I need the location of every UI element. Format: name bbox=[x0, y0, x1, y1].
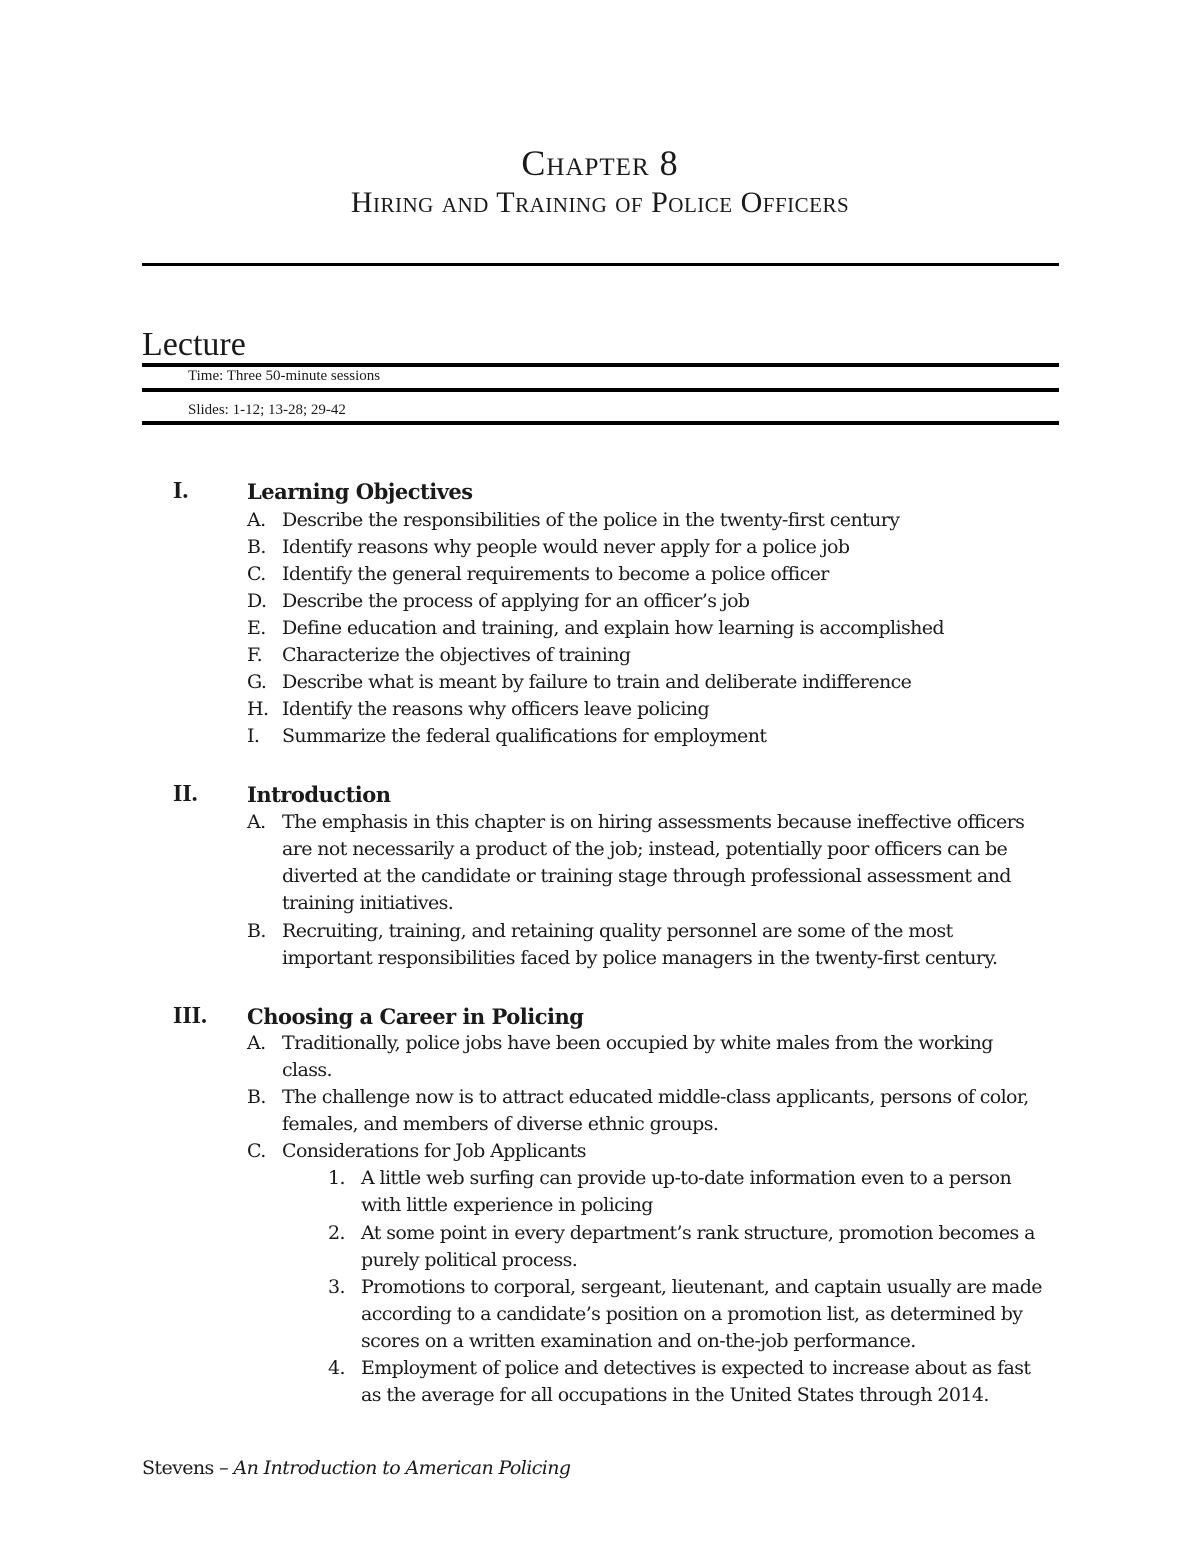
list-item-letter: A. bbox=[247, 811, 266, 833]
list-item-letter: I. bbox=[247, 725, 260, 747]
list-item-letter: B. bbox=[247, 920, 266, 942]
sublist-number: 3. bbox=[328, 1276, 345, 1298]
lecture-time: Time: Three 50-minute sessions bbox=[188, 368, 381, 384]
list-item: Describe the responsibilities of the police in the twenty-first century bbox=[282, 509, 900, 531]
list-item: Characterize the objectives of training bbox=[282, 644, 631, 666]
list-item-letter: G. bbox=[247, 671, 267, 693]
sublist-item-line: scores on a written examination and on-the-job performance. bbox=[361, 1330, 916, 1352]
list-item: Describe the process of applying for an officer’s job bbox=[282, 590, 750, 612]
list-item: Identify reasons why people would never apply for a police job bbox=[282, 536, 850, 558]
sublist-number: 1. bbox=[328, 1167, 345, 1189]
section-number: I. bbox=[173, 478, 189, 504]
list-item-line: The challenge now is to attract educated middle-class applicants, persons of color, bbox=[282, 1086, 1029, 1108]
list-item-letter: D. bbox=[247, 590, 267, 612]
list-item-letter: C. bbox=[247, 1140, 266, 1162]
list-item-letter: H. bbox=[247, 698, 269, 720]
list-item-line: class. bbox=[282, 1059, 332, 1081]
lecture-rule-top bbox=[142, 363, 1059, 367]
sublist-item-line: as the average for all occupations in the United States through 2014. bbox=[361, 1384, 989, 1406]
sublist-item-line: Employment of police and detectives is expected to increase about as fast bbox=[361, 1357, 1031, 1379]
list-item-line: diverted at the candidate or training stage through professional assessment and bbox=[282, 865, 1011, 887]
list-item: Summarize the federal qualifications for employment bbox=[282, 725, 767, 747]
list-item-letter: E. bbox=[247, 617, 266, 639]
list-item-letter: B. bbox=[247, 1086, 266, 1108]
header-divider bbox=[142, 263, 1059, 266]
list-item-line: important responsibilities faced by police managers in the twenty-first century. bbox=[282, 947, 998, 969]
chapter-number: Chapter 8 bbox=[521, 143, 679, 183]
list-item-letter: A. bbox=[247, 1032, 266, 1054]
section-number: II. bbox=[173, 781, 198, 807]
sublist-item-line: A little web surfing can provide up-to-date information even to a person bbox=[361, 1167, 1012, 1189]
chapter-title: Hiring and Training of Police Officers bbox=[350, 186, 850, 219]
list-item-line: The emphasis in this chapter is on hiring assessments because ineffective officers bbox=[282, 811, 1025, 833]
list-item-line: training initiatives. bbox=[282, 892, 454, 914]
lecture-rule-mid bbox=[142, 388, 1059, 392]
list-item-line: Traditionally, police jobs have been occupied by white males from the working bbox=[282, 1032, 993, 1054]
sublist-item-line: according to a candidate’s position on a promotion list, as determined by bbox=[361, 1303, 1023, 1325]
footer-author: Stevens – bbox=[142, 1457, 234, 1479]
sublist-item-line: purely political process. bbox=[361, 1249, 578, 1271]
sublist-number: 2. bbox=[328, 1222, 345, 1244]
list-item-letter: A. bbox=[247, 509, 266, 531]
lecture-heading: Lecture bbox=[142, 326, 246, 363]
list-item-letter: C. bbox=[247, 563, 266, 585]
section-title-career: Choosing a Career in Policing bbox=[247, 1004, 584, 1029]
section-title-objectives: Learning Objectives bbox=[247, 479, 473, 504]
footer-book-title: An Introduction to American Policing bbox=[233, 1457, 571, 1479]
page-footer bbox=[142, 1457, 570, 1479]
sublist-item-line: At some point in every department’s rank structure, promotion becomes a bbox=[361, 1222, 1035, 1244]
list-item-line: females, and members of diverse ethnic groups. bbox=[282, 1113, 719, 1135]
sublist-item-line: with little experience in policing bbox=[361, 1194, 653, 1216]
list-item: Define education and training, and explain how learning is accomplished bbox=[282, 617, 944, 639]
section-title-introduction: Introduction bbox=[247, 782, 391, 807]
list-item-letter: B. bbox=[247, 536, 266, 558]
sublist-item-line: Promotions to corporal, sergeant, lieutenant, and captain usually are made bbox=[361, 1276, 1042, 1298]
lecture-slides: Slides: 1-12; 13-28; 29-42 bbox=[188, 402, 346, 418]
list-item: Identify the general requirements to become a police officer bbox=[282, 563, 829, 585]
list-item-line: Considerations for Job Applicants bbox=[282, 1140, 586, 1162]
list-item-letter: F. bbox=[247, 644, 263, 666]
list-item-line: Recruiting, training, and retaining quality personnel are some of the most bbox=[282, 920, 953, 942]
list-item: Describe what is meant by failure to train and deliberate indifference bbox=[282, 671, 912, 693]
lecture-rule-bottom bbox=[142, 421, 1059, 425]
list-item-line: are not necessarily a product of the job; instead, potentially poor officers can be bbox=[282, 838, 1008, 860]
list-item: Identify the reasons why officers leave policing bbox=[282, 698, 710, 720]
section-number: III. bbox=[173, 1003, 208, 1029]
sublist-number: 4. bbox=[328, 1357, 345, 1379]
